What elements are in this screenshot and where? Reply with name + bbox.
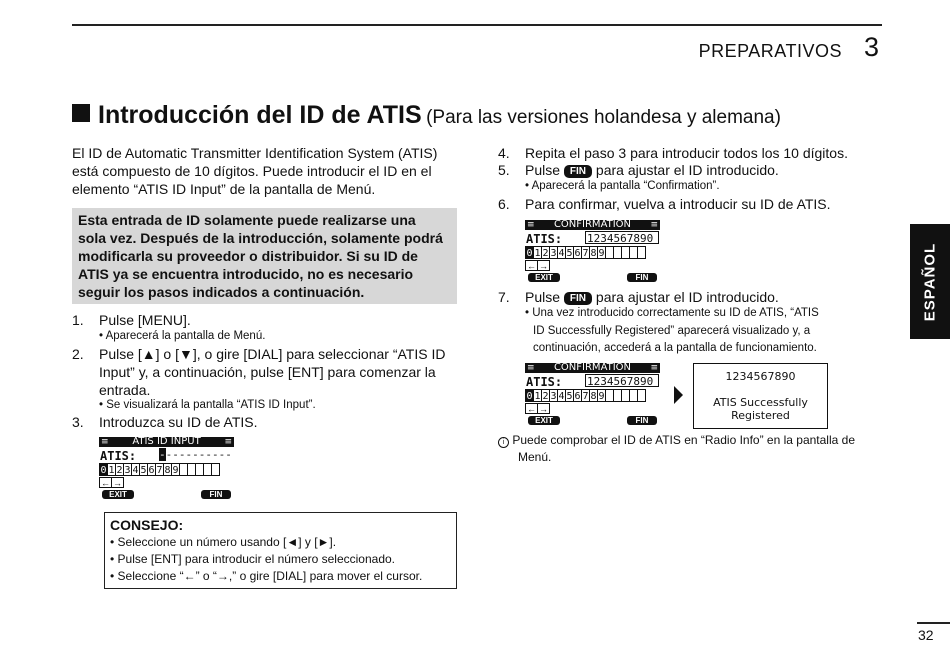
lcd-digit-row (99, 463, 219, 476)
info-note-line: Menú. (518, 450, 552, 464)
left-arrow-icon: ← (101, 478, 110, 488)
digit-cell: 4 (558, 248, 565, 259)
digit-cell: 2 (542, 391, 549, 402)
digit-cell: 9 (598, 248, 605, 259)
top-rule (72, 24, 882, 26)
step-5-sub: • Aparecerá la pantalla “Confirmation”. (525, 180, 720, 192)
fin-key-icon: FIN (564, 165, 592, 178)
fin-key-icon: FIN (564, 292, 592, 305)
step-1-sub: • Aparecerá la pantalla de Menú. (99, 330, 266, 342)
digit-cell: 5 (566, 248, 573, 259)
right-arrow-icon: → (539, 404, 548, 414)
step-7-sub-line: ID Successfully Registered” aparecerá visualizado y, a (533, 324, 811, 337)
lcd-label: ATIS: (526, 232, 563, 246)
warning-box (72, 208, 457, 304)
right-arrow-icon: → (113, 478, 122, 488)
lcd-id-value: ---------- (165, 448, 232, 461)
intro-line: El ID de Automatic Transmitter Identification System (ATIS) (72, 145, 438, 161)
digit-cell: 9 (172, 465, 179, 476)
digit-cell: 2 (542, 248, 549, 259)
lcd-title-bar: ≡ CONFIRMATION ≡ (527, 219, 658, 230)
digit-cell: 8 (590, 248, 597, 259)
step-2-sub: • Se visualizará la pantalla “ATIS ID Input”. (99, 399, 316, 411)
step-4-text: Repita el paso 3 para introducir todos los 10 dígitos. (525, 145, 848, 161)
exit-softkey: EXIT (102, 490, 134, 499)
title-main: Introducción del ID de ATIS (98, 101, 422, 129)
left-arrow-icon: ← (527, 404, 536, 414)
step-3-number: 3. (72, 414, 84, 430)
digit-cell: 1 (108, 465, 115, 476)
language-tab (910, 224, 950, 339)
fin-softkey: FIN (627, 416, 657, 425)
info-note (498, 432, 883, 466)
lcd-label: ATIS: (526, 375, 563, 389)
digit-cell (211, 463, 220, 476)
step-6-number: 6. (498, 196, 510, 212)
lcd-arrow-row (525, 403, 549, 414)
exit-softkey: EXIT (528, 273, 560, 282)
step-2-line: Pulse [▲] o [▼], o gire [DIAL] para seleccionar “ATIS ID (99, 346, 446, 362)
lcd-confirmation-2 (525, 363, 660, 426)
digit-cell: 7 (582, 391, 589, 402)
step-2-line: Input” y, a continuación, pulse [ENT] para comenzar la (99, 364, 436, 380)
step-6-text: Para confirmar, vuelva a introducir su ID de ATIS. (525, 196, 831, 212)
lcd-confirmation (525, 220, 660, 283)
step-7-number: 7. (498, 289, 510, 305)
lcd-atis-id-input (99, 437, 234, 500)
lcd-id-field: 1234567890 (585, 231, 659, 244)
footer-rule (917, 622, 950, 624)
step-1-number: 1. (72, 312, 84, 328)
chapter-number: 3 (864, 32, 880, 62)
step-4-number: 4. (498, 145, 510, 161)
step-7-post: para ajustar el ID introducido. (595, 289, 779, 305)
lcd-arrow-row (99, 477, 123, 488)
digit-cell: 1 (534, 248, 541, 259)
step-2-text (99, 345, 464, 399)
digit-cell: 8 (590, 391, 597, 402)
registered-id: 1234567890 (725, 370, 796, 383)
lcd-title: CONFIRMATION (553, 219, 632, 230)
note-line: ATIS ya se encuentra introducido, no es necesario (78, 266, 414, 282)
digit-cell: 3 (550, 391, 557, 402)
lcd-title-bar: ≡ ATIS ID INPUT ≡ (101, 436, 232, 447)
digit-cell: 3 (550, 248, 557, 259)
digit-cell (637, 389, 646, 402)
digit-cell: 5 (140, 465, 147, 476)
registered-screen (693, 363, 828, 429)
step-7-text (525, 288, 779, 306)
lcd-title-bar: ≡ CONFIRMATION ≡ (527, 362, 658, 373)
digit-cell: 6 (148, 465, 155, 476)
step-5-text (525, 161, 779, 179)
lcd-id-field: ----------- (159, 448, 232, 461)
lcd-title: ATIS ID INPUT (132, 436, 201, 447)
lcd-digit-row (525, 246, 645, 259)
language-tab-label: ESPAÑOL (921, 242, 939, 321)
tip-box (104, 512, 457, 589)
step-1-text: Pulse [MENU]. (99, 312, 191, 328)
step-5-post: para ajustar el ID introducido. (595, 162, 779, 178)
square-bullet-icon (72, 104, 90, 122)
page-title (72, 101, 781, 130)
digit-cell: 6 (574, 391, 581, 402)
right-arrow-icon: → (539, 261, 548, 271)
digit-cell: 9 (598, 391, 605, 402)
registered-line: ATIS Successfully (713, 396, 808, 409)
step-2-number: 2. (72, 346, 84, 362)
digit-cell: 6 (574, 248, 581, 259)
note-line: seguir los pasos indicados a continuación. (78, 284, 365, 300)
info-note-line: Puede comprobar el ID de ATIS en “Radio Info” en la pantalla de (512, 433, 855, 447)
intro-line: elemento “ATIS ID Input” de la pantalla de Menú. (72, 181, 376, 197)
digit-cell: 0 (100, 465, 107, 476)
lcd-arrow-row (525, 260, 549, 271)
step-5-pre: Pulse (525, 162, 561, 178)
digit-cell: 7 (582, 248, 589, 259)
fin-softkey: FIN (201, 490, 231, 499)
note-line: modificarla su proveedor o distribuidor. Si su ID de (78, 248, 418, 264)
step-7-pre: Pulse (525, 289, 561, 305)
page-number: 32 (918, 627, 934, 643)
fin-softkey: FIN (627, 273, 657, 282)
arrow-right-icon (674, 386, 683, 404)
title-sub: (Para las versiones holandesa y alemana) (426, 107, 781, 128)
note-line: sola vez. Después de la introducción, solamente podrá (78, 230, 443, 246)
digit-cell: 3 (124, 465, 131, 476)
tip-line: • Pulse [ENT] para introducir el número seleccionado. (110, 552, 396, 566)
step-2-line: entrada. (99, 382, 151, 398)
digit-cell: 1 (534, 391, 541, 402)
note-line: Esta entrada de ID solamente puede realizarse una (78, 212, 416, 228)
digit-cell: 4 (132, 465, 139, 476)
digit-cell: 7 (156, 465, 163, 476)
digit-cell: 0 (526, 391, 533, 402)
registered-message (694, 396, 827, 422)
section-header: PREPARATIVOS (698, 41, 842, 61)
digit-cell (637, 246, 646, 259)
digit-cell: 2 (116, 465, 123, 476)
left-arrow-icon: ← (527, 261, 536, 271)
lcd-label: ATIS: (100, 449, 137, 463)
digit-cell: 0 (526, 248, 533, 259)
tip-line: • Seleccione un número usando [◄] y [►]. (110, 535, 337, 549)
lcd-digit-row (525, 389, 645, 402)
step-3-text: Introduzca su ID de ATIS. (99, 414, 258, 430)
step-7-sub-line: continuación, accederá a la pantalla de funcionamiento. (533, 342, 817, 354)
lcd-id-field: 1234567890 (585, 374, 659, 387)
digit-cell: 5 (566, 391, 573, 402)
intro-line: está compuesto de 10 dígitos. Puede introducir el ID en el (72, 163, 432, 179)
tip-title: CONSEJO: (110, 517, 184, 533)
tip-line: • Seleccione “←” o “→,” o gire [DIAL] para mover el cursor. (110, 569, 423, 583)
info-icon: i (498, 437, 509, 448)
intro-paragraph (72, 144, 462, 198)
step-5-number: 5. (498, 162, 510, 178)
step-7-sub-line: • Una vez introducido correctamente su ID de ATIS, “ATIS (525, 307, 819, 319)
tip-lines (110, 534, 422, 585)
registered-line: Registered (731, 409, 790, 422)
lcd-title: CONFIRMATION (553, 362, 632, 373)
step-7-sub (525, 305, 865, 358)
exit-softkey: EXIT (528, 416, 560, 425)
digit-cell: 8 (164, 465, 171, 476)
digit-cell: 4 (558, 391, 565, 402)
